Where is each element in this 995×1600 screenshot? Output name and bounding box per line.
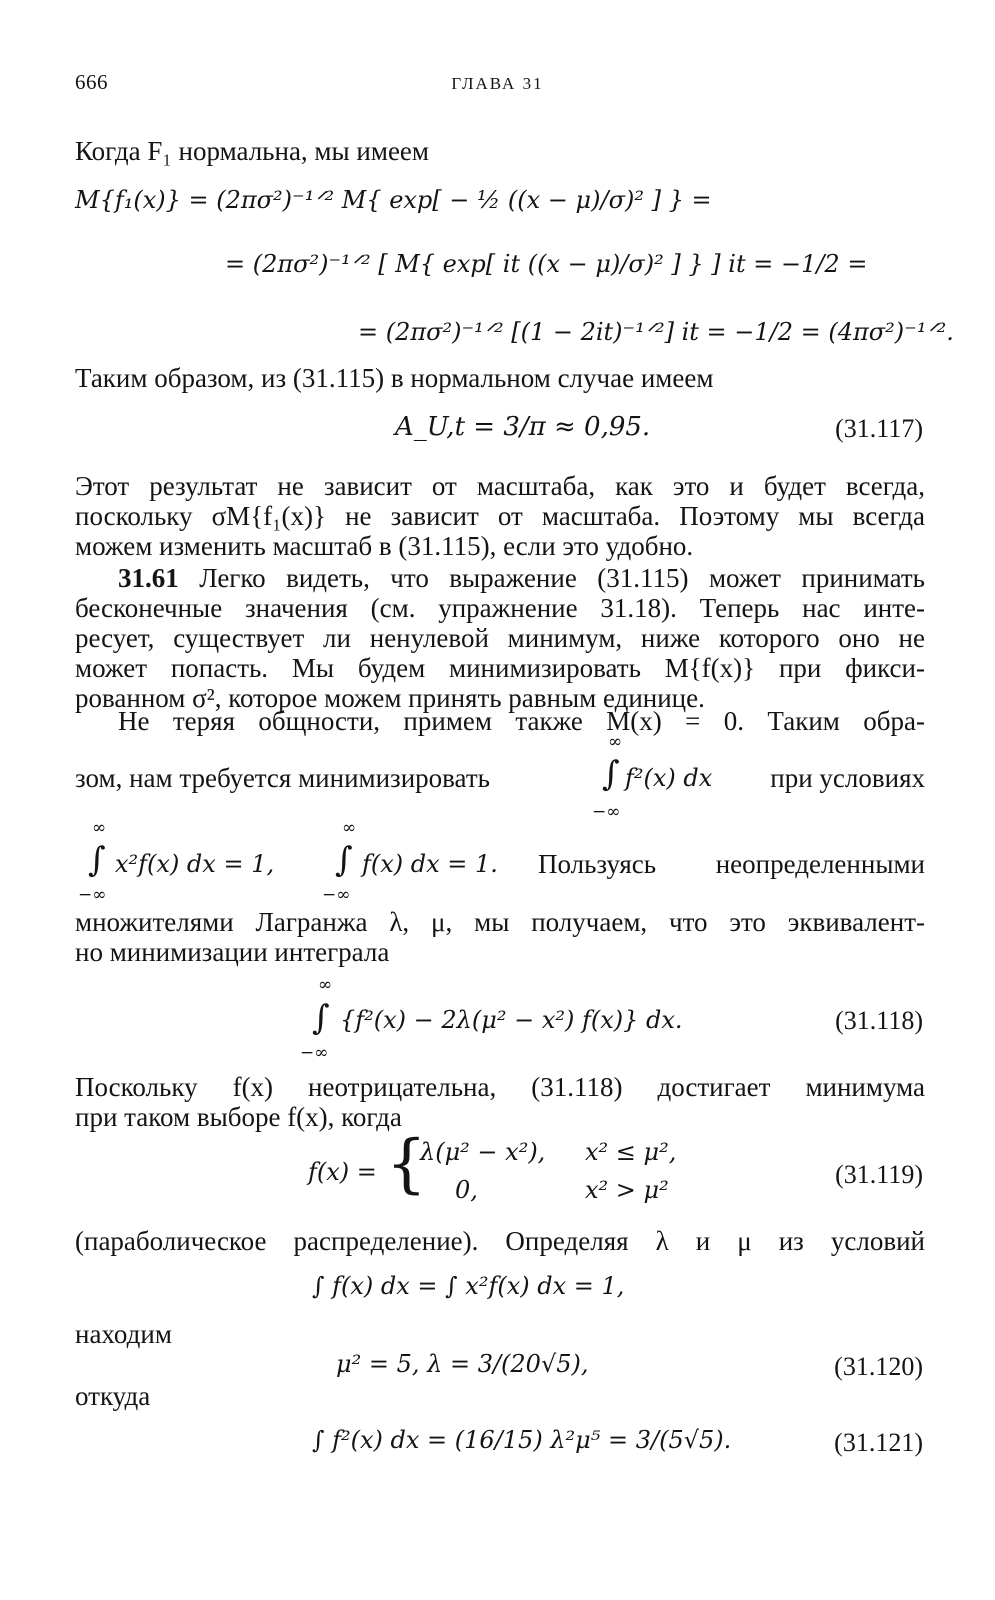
integral-upper-limit: ∞ xyxy=(608,732,623,752)
paragraph-line: можем изменить масштаб в (31.115), если это удобно. xyxy=(75,531,694,561)
integral-lower-limit: −∞ xyxy=(322,885,351,905)
equation-1b: = (2πσ²)⁻¹ᐟ² [ M{ exp[ it ((x − μ)/σ)² ] } ] it = −1/2 = xyxy=(225,250,868,278)
paragraph-text: зом, нам требуется минимизировать xyxy=(75,763,490,793)
integral-sign: ∫ xyxy=(312,998,330,1038)
equation-117: A_U,t = 3/π ≈ 0,95. xyxy=(395,412,651,442)
integrand: f²(x) dx xyxy=(625,764,713,792)
integral-upper-limit: ∞ xyxy=(342,818,357,838)
equation-1a: M{f₁(x)} = (2πσ²)⁻¹ᐟ² M{ exp[ − ½ ((x − μ)/σ)² ] } = xyxy=(75,186,712,214)
equation-121: ∫ f²(x) dx = (16/15) λ²μ⁵ = 3/(5√5). xyxy=(312,1426,732,1454)
equation-119-cond1: x² ≤ μ², xyxy=(585,1138,677,1166)
paragraph-line: ресует, существует ли ненулевой минимум, ниже которого оно не xyxy=(75,623,925,653)
text-line: откуда xyxy=(75,1381,151,1411)
integral-upper-limit: ∞ xyxy=(92,818,107,838)
equation-118: {f²(x) − 2λ(μ² − x²) f(x)} dx. xyxy=(340,1006,683,1034)
paragraph-line: (параболическое распределение). Определяя λ и μ из условий xyxy=(75,1226,925,1256)
equation-number: (31.120) xyxy=(834,1352,923,1381)
brace: { xyxy=(386,1127,427,1201)
equation-119-case2: 0, xyxy=(455,1176,478,1204)
integral-lower-limit: −∞ xyxy=(300,1043,329,1063)
chapter-header: ГЛАВА 31 xyxy=(451,74,544,93)
equation-number: (31.117) xyxy=(835,414,923,443)
equation-1c: = (2πσ²)⁻¹ᐟ² [(1 − 2it)⁻¹ᐟ²] it = −1/2 = (4πσ²)⁻¹ᐟ². xyxy=(358,318,954,346)
paragraph-line: может попасть. Мы будем минимизировать M{f(x)} при фикси- xyxy=(75,653,925,683)
equation-120: μ² = 5, λ = 3/(20√5), xyxy=(336,1350,589,1378)
paragraph-line xyxy=(118,562,925,594)
condition-1: x²f(x) dx = 1, xyxy=(115,850,275,878)
paragraph-line: при таком выборе f(x), когда xyxy=(75,1102,402,1132)
integral-lower-limit: −∞ xyxy=(78,885,107,905)
text-line: Таким образом, из (31.115) в нормальном случае имеем xyxy=(75,363,714,393)
integral-upper-limit: ∞ xyxy=(318,975,333,995)
paragraph-line: но минимизации интеграла xyxy=(75,937,390,967)
paragraph-line: Не теряя общности, примем также M(x) = 0. Таким обра- xyxy=(118,706,925,736)
paragraph-line: множителями Лагранжа λ, μ, мы получаем, что это эквивалент- xyxy=(75,907,925,937)
equation-119-lhs: f(x) = xyxy=(308,1158,377,1186)
equation-number: (31.121) xyxy=(834,1428,923,1457)
equation-conditions: ∫ f(x) dx = ∫ x²f(x) dx = 1, xyxy=(312,1272,625,1300)
page-number: 666 xyxy=(75,70,108,94)
integral-sign: ∫ xyxy=(88,840,106,880)
text-line: находим xyxy=(75,1319,172,1349)
integral-lower-limit: −∞ xyxy=(592,802,621,822)
paragraph-line: Поскольку f(x) неотрицательна, (31.118) достигает минимума xyxy=(75,1072,925,1102)
equation-119-cond2: x² > μ² xyxy=(585,1176,669,1204)
equation-number: (31.118) xyxy=(835,1006,923,1035)
text-line: Когда F₁ нормальна, мы имеем xyxy=(75,136,429,166)
paragraph-text: Легко видеть, что выражение (31.115) может принимать xyxy=(178,563,925,593)
equation-number: (31.119) xyxy=(835,1160,923,1189)
paragraph-text: Пользуясь неопределенными xyxy=(538,849,925,879)
paragraph-line: Этот результат не зависит от масштаба, как это и будет всегда, xyxy=(75,471,925,501)
paragraph-text: при условиях xyxy=(770,763,925,793)
integral-sign: ∫ xyxy=(335,840,353,880)
paragraph-line: рованном σ², которое можем принять равным единице. xyxy=(75,683,705,713)
integral-sign: ∫ xyxy=(602,754,620,794)
paragraph-line: поскольку σM{f₁(x)} не зависит от масштаба. Поэтому мы всегда xyxy=(75,501,925,531)
condition-2: f(x) dx = 1. xyxy=(362,850,498,878)
paragraph-line: бесконечные значения (см. упражнение 31.18). Теперь нас инте- xyxy=(75,593,925,623)
equation-119-case1: λ(μ² − x²), xyxy=(420,1138,546,1166)
section-number: 31.61 xyxy=(118,563,179,593)
